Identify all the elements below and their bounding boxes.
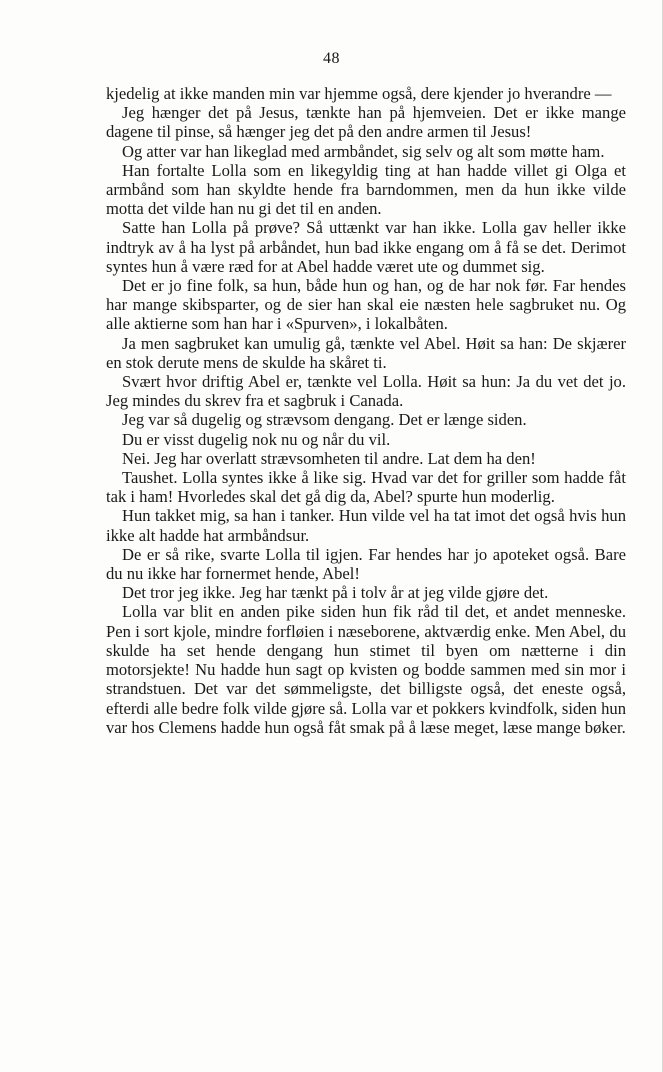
paragraph: Svært hvor driftig Abel er, tænkte vel Lolla. Høit sa hun: Ja du vet det jo. Jeg mindes du skrev fra et sagbruk i Canada. xyxy=(106,372,626,411)
paragraph: Taushet. Lolla syntes ikke å like sig. Hvad var det for griller som hadde fåt tak i ham! Hvorledes skal det gå dig da, Abel? spurte hun moderlig. xyxy=(106,468,626,507)
paragraph: Og atter var han likeglad med armbåndet, sig selv og alt som møtte ham. xyxy=(122,141,605,161)
paragraph: Det er jo fine folk, sa hun, både hun og han, og de har nok før. Far hendes har mange skibsparter, og de sier han skal eie næsten hele sagbruket nu. Og alle aktierne som han har i «Spurven», i lokalbåten. xyxy=(106,276,626,334)
paragraph: kjedelig at ikke manden min var hjemme også, dere kjender jo hverandre — xyxy=(106,84,612,103)
paragraph: Hun takket mig, sa han i tanker. Hun vilde vel ha tat imot det også hvis hun ikke alt hadde hat armbåndsur. xyxy=(106,506,626,545)
paragraph: Ja men sagbruket kan umulig gå, tænkte vel Abel. Høit sa han: De skjærer en stok derute mens de skulde ha skåret ti. xyxy=(106,333,626,372)
paragraph: Jeg var så dugelig og strævsom dengang. Det er længe siden. xyxy=(122,410,527,430)
paragraph: Lolla var blit en anden pike siden hun fik råd til det, et andet menneske. Pen i sort kjole, mindre forfløien i næseborene, aktværdig enke. Men Abel, du skulde ha set hende dengang hun stimet til byen om nætterne i din motorsjekte! Nu hadde hun sagt op kvisten og bodde sammen med sin mor i strandstuen. Det var det sømmeligste, det billigste også, det eneste også, efterdi alle bedre folk vilde gjøre så. Lolla var et pokkers kvindfolk, siden hun var hos Clemens hadde hun også fåt smak på å læse meget, læse mange bøker. xyxy=(106,602,626,737)
paragraph: Du er visst dugelig nok nu og når du vil. xyxy=(122,429,391,449)
paragraph: Jeg hænger det på Jesus, tænkte han på hjemveien. Det er ikke mange dagene til pinse, så hænger jeg det på den andre armen til Jesus! xyxy=(106,103,626,142)
page-number: 48 xyxy=(323,50,340,67)
paragraph: De er så rike, svarte Lolla til igjen. Far hendes har jo apoteket også. Bare du nu ikke har fornermet hende, Abel! xyxy=(106,544,626,584)
paragraph: Han fortalte Lolla som en likegyldig ting at han hadde villet gi Olga et armbånd som han skyldte hende fra barndommen, men da hun ikke vilde motta det vilde han nu gi det til en anden. xyxy=(106,160,626,219)
body-text xyxy=(106,84,626,737)
paragraph: Nei. Jeg har overlatt strævsomheten til andre. Lat dem ha den! xyxy=(122,448,536,468)
paragraph: Satte han Lolla på prøve? Så uttænkt var han ikke. Lolla gav heller ikke indtryk av å ha lyst på arbåndet, hun bad ikke engang om å få se det. Derimot syntes hun å være ræd for at Abel hadde været ute og dummet sig. xyxy=(106,218,626,276)
paragraph: Det tror jeg ikke. Jeg har tænkt på i tolv år at jeg vilde gjøre det. xyxy=(122,583,549,603)
